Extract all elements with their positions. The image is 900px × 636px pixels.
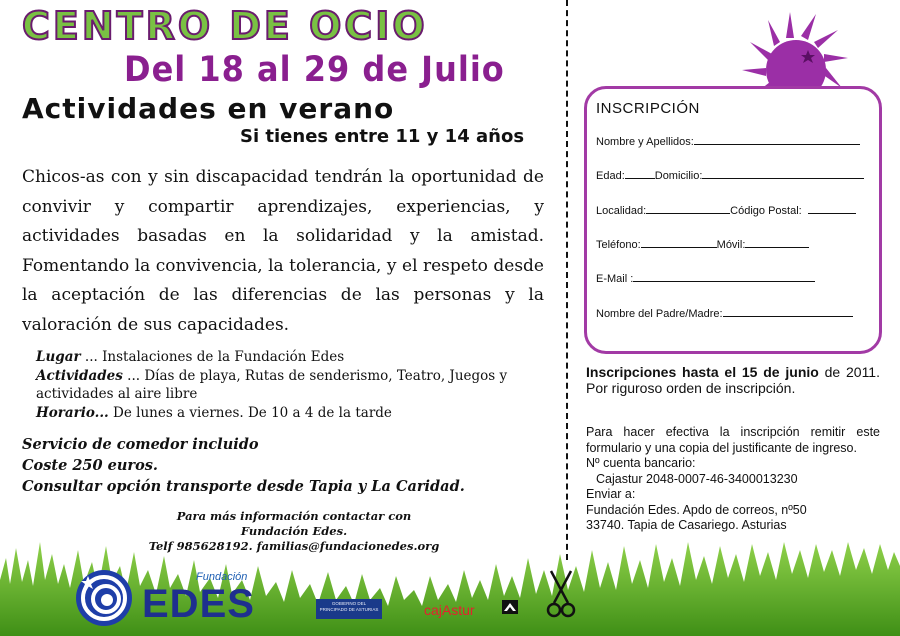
parent-field[interactable] bbox=[596, 306, 853, 320]
extras-cost: Coste 250 euros. bbox=[22, 457, 158, 474]
age-input-line[interactable] bbox=[625, 168, 655, 179]
activities-label: Actividades bbox=[36, 367, 123, 384]
registration-deadline bbox=[586, 364, 880, 396]
locality-input-line[interactable] bbox=[646, 203, 730, 214]
form-title: INSCRIPCIÓN bbox=[596, 100, 700, 117]
cut-line bbox=[566, 0, 568, 560]
postal-label: Código Postal: bbox=[730, 205, 802, 217]
email-label: E-Mail : bbox=[596, 273, 634, 285]
deadline-rest: de 2011. Por riguroso orden de inscripción. bbox=[586, 364, 880, 396]
locality-postal-field[interactable] bbox=[596, 203, 856, 217]
activities-text: ... Días de playa, Rutas de senderismo, Teatro, Juegos y actividades al aire libre bbox=[36, 367, 508, 402]
account-number: Cajastur 2048-0007-46-3400013230 bbox=[596, 471, 798, 486]
send-label: Enviar a: bbox=[586, 487, 636, 501]
registration-steps bbox=[586, 425, 880, 534]
page-title: CENTRO DE OCIO bbox=[22, 4, 428, 48]
swirl-logo-icon bbox=[76, 570, 132, 626]
schedule-text: De lunes a viernes. De 10 a 4 de la tarde bbox=[108, 404, 392, 421]
email-input-line[interactable] bbox=[633, 271, 815, 282]
name-field[interactable] bbox=[596, 134, 860, 148]
intro-paragraph: Chicos-as con y sin discapacidad tendrán la oportunidad de convivir y compartir aprendizajes, experiencias, y actividades basadas en la solidaridad y la amistad. Fomentando la convivencia, la tolerancia, y el respeto desde la aceptación de las diferencias de las personas y la valoración de sus capacidades. bbox=[22, 167, 544, 335]
address-input-line[interactable] bbox=[702, 168, 864, 179]
place-label: Lugar bbox=[36, 349, 81, 365]
parent-label: Nombre del Padre/Madre: bbox=[596, 308, 723, 320]
name-label: Nombre y Apellidos: bbox=[596, 136, 694, 148]
age-range: Si tienes entre 11 y 14 años bbox=[240, 126, 525, 147]
mobile-input-line[interactable] bbox=[745, 237, 809, 248]
edes-prefix: Fundación bbox=[196, 571, 248, 583]
edes-wordmark: EDES bbox=[142, 582, 255, 626]
instructions-text: Para hacer efectiva la inscripción remitir este formulario y una copia del justificante de ingreso. bbox=[586, 425, 880, 455]
contact-line: Para más información contactar con bbox=[176, 509, 412, 523]
name-input-line[interactable] bbox=[694, 134, 860, 145]
address-line: 33740. Tapia de Casariego. Asturias bbox=[586, 518, 787, 532]
age-address-field[interactable] bbox=[596, 168, 864, 182]
contact-line: Telf 985628192. familias@fundacionedes.org bbox=[148, 539, 440, 553]
age-label: Edad: bbox=[596, 170, 625, 182]
email-field[interactable] bbox=[596, 271, 815, 285]
event-details bbox=[36, 348, 546, 422]
details-place bbox=[36, 348, 546, 367]
contact-line: Fundación Edes. bbox=[240, 524, 348, 538]
phone-label: Teléfono: bbox=[596, 239, 641, 251]
details-activities bbox=[36, 367, 546, 404]
place-text: ... Instalaciones de la Fundación Edes bbox=[80, 349, 345, 365]
cajastur-logo: cajAstur bbox=[424, 602, 475, 618]
details-schedule bbox=[36, 404, 546, 423]
extras-lunch: Servicio de comedor incluido bbox=[22, 436, 259, 453]
cajastur-mark-icon bbox=[502, 600, 518, 614]
phone-mobile-field[interactable] bbox=[596, 237, 809, 251]
phone-input-line[interactable] bbox=[641, 237, 717, 248]
extras-transport: Consultar opción transporte desde Tapia y La Caridad. bbox=[22, 478, 465, 495]
parent-input-line[interactable] bbox=[723, 306, 853, 317]
government-logo-text: GOBIERNO DEL PRINCIPADO DE ASTURIAS bbox=[319, 601, 379, 612]
schedule-label: Horario... bbox=[36, 404, 109, 421]
deadline-bold: Inscripciones hasta el 15 de junio bbox=[586, 364, 819, 380]
mobile-label: Móvil: bbox=[716, 239, 746, 251]
postal-input-line[interactable] bbox=[808, 203, 856, 214]
address-line: Fundación Edes. Apdo de correos, nº50 bbox=[586, 502, 807, 517]
locality-label: Localidad: bbox=[596, 205, 647, 217]
account-label: Nº cuenta bancario: bbox=[586, 456, 696, 470]
extras-list bbox=[22, 434, 465, 497]
address-label: Domicilio: bbox=[654, 170, 703, 182]
scissors-icon bbox=[546, 569, 576, 619]
event-dates: Del 18 al 29 de Julio bbox=[124, 48, 505, 90]
subtitle: Actividades en verano bbox=[22, 92, 395, 125]
